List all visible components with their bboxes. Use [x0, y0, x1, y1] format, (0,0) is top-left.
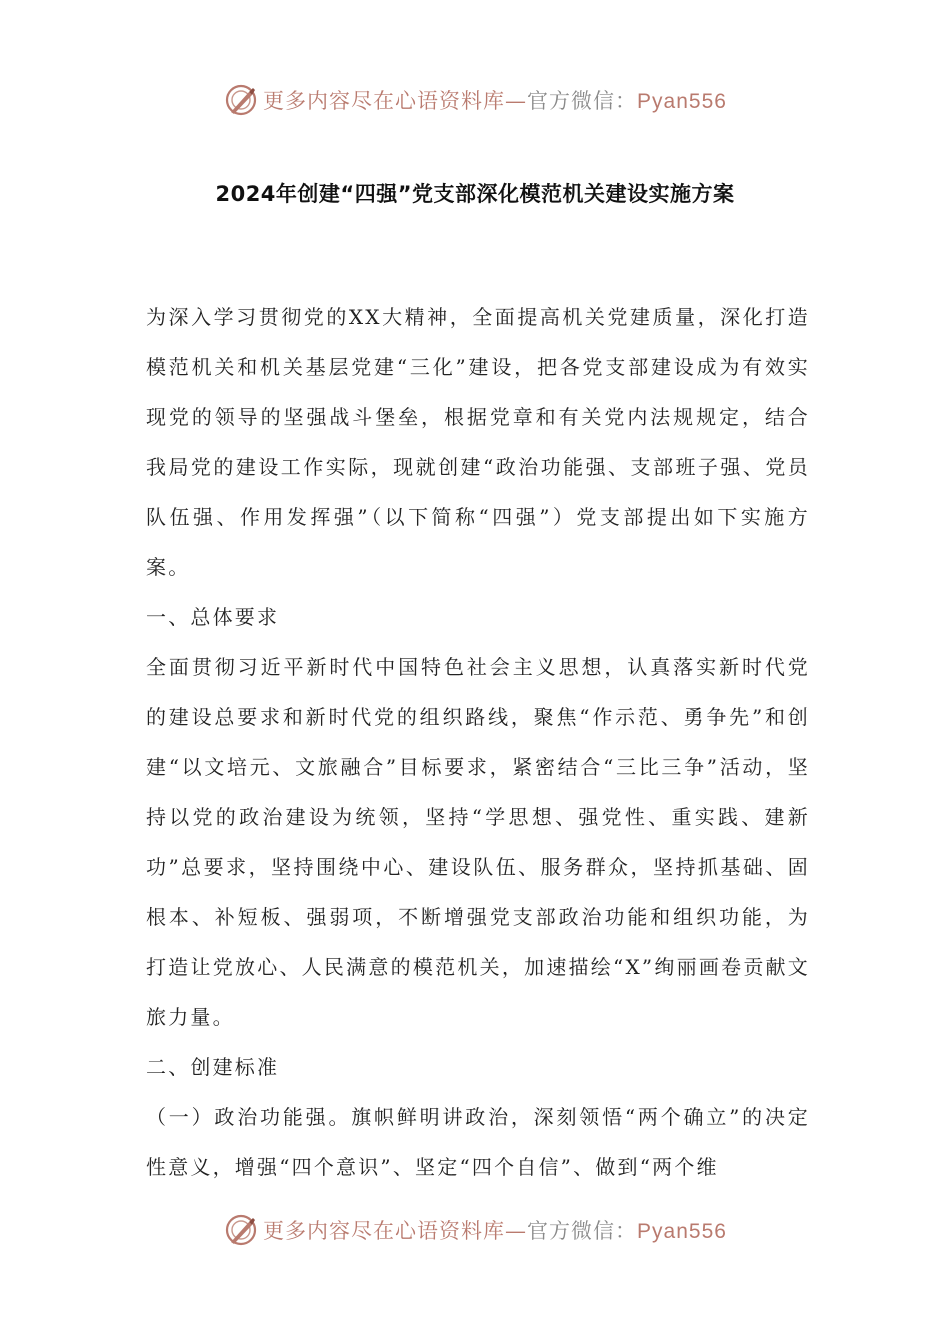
watermark-banner-bottom: [0, 1210, 950, 1250]
paragraph-general-requirements: 全面贯彻习近平新时代中国特色社会主义思想，认真落实新时代党的建设总要求和新时代党的组织路线，聚焦“作示范、勇争先”和创建“以文培元、文旅融合”目标要求，紧密结合“三比三争”活动，坚持以党的政治建设为统领，坚持“学思想、强党性、重实践、建新功”总要求，坚持围绕中心、建设队伍、服务群众，坚持抓基础、固根本、补短板、强弱项，不断增强党支部政治功能和组织功能，为打造让党放心、人民满意的模范机关，加速描绘“X”绚丽画卷贡献文旅力量。: [146, 655, 810, 1029]
watermark-sub: 官方微信：: [527, 89, 638, 113]
watermark-dash: —: [505, 1219, 528, 1243]
paragraph-political-function: （一）政治功能强。旗帜鲜明讲政治，深刻领悟“两个确立”的决定性意义，增强“四个意识”、坚定“四个自信”、做到“两个维: [146, 1105, 810, 1179]
watermark-dash: —: [505, 89, 528, 113]
watermark-text: [263, 1215, 727, 1245]
watermark-main: 更多内容尽在心语资料库: [263, 1219, 506, 1243]
watermark-wechat-id: Pyan556: [637, 1220, 727, 1243]
heading-general-requirements: 一、总体要求: [146, 605, 280, 629]
heading-standards: 二、创建标准: [146, 1055, 280, 1079]
pen-circle-logo-icon: [223, 82, 259, 118]
document-title: 2024年创建“四强”党支部深化模范机关建设实施方案: [215, 182, 735, 206]
watermark-banner-top: [0, 80, 950, 120]
paragraph-intro: 为深入学习贯彻党的XX大精神，全面提高机关党建质量，深化打造模范机关和机关基层党建“三化”建设，把各党支部建设成为有效实现党的领导的坚强战斗堡垒，根据党章和有关党内法规规定，结合我局党的建设工作实际，现就创建“政治功能强、支部班子强、党员队伍强、作用发挥强”（以下简称“四强”）党支部提出如下实施方案。: [146, 305, 810, 579]
document-body: [146, 292, 810, 1192]
pen-circle-logo-icon: [223, 1212, 259, 1248]
watermark-text: [263, 85, 727, 115]
watermark-sub: 官方微信：: [527, 1219, 638, 1243]
watermark-main: 更多内容尽在心语资料库: [263, 89, 506, 113]
watermark-wechat-id: Pyan556: [637, 90, 727, 113]
